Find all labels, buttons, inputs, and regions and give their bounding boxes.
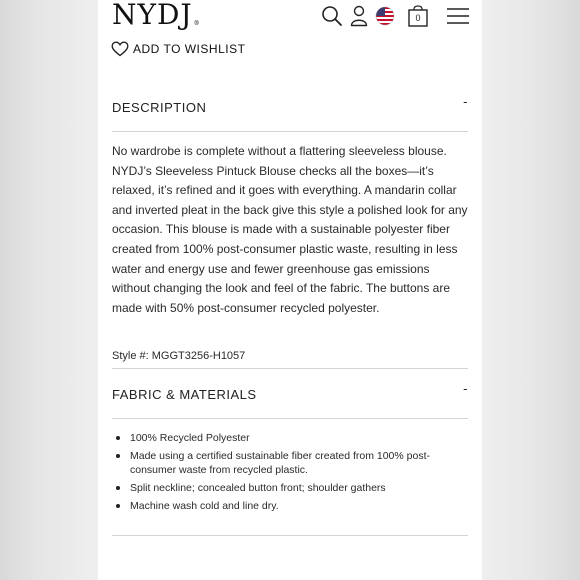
product-details-page	[98, 0, 482, 580]
add-to-wishlist-button[interactable]	[111, 40, 245, 58]
fabric-divider	[112, 418, 468, 419]
wishlist-label: ADD TO WISHLIST	[133, 42, 246, 56]
list-item: 100% Recycled Polyester	[112, 431, 462, 445]
cart-count: 0	[415, 13, 421, 23]
description-body: No wardrobe is complete without a flattering sleeveless blouse. NYDJ’s Sleeveless Pintuck Blouse checks all the boxes—it’s relaxed, it’s refined and it goes with everything. A mandarin collar and inverted pleat in the back give this style a polished look for any occasion. This blouse is made with a sustainable polyester fiber created from 100% post-consumer plastic waste, resulting in less water and energy use and fewer greenhouse gas emissions without changing the look and feel of the fabric. The buttons are made with 50% post-consumer recycled polyester.	[112, 144, 468, 315]
list-item: Made using a certified sustainable fiber created from 100% post-consumer waste from recycled plastic.	[112, 449, 462, 477]
us-flag-icon[interactable]	[375, 6, 395, 26]
style-divider	[112, 368, 468, 369]
cart-button[interactable]	[407, 5, 429, 27]
fabric-collapse-toggle[interactable]: -	[463, 381, 468, 396]
list-item: Machine wash cold and line dry.	[112, 499, 462, 513]
description-collapse-toggle[interactable]: -	[463, 94, 468, 109]
brand-logo[interactable]: NYDJ®	[112, 0, 201, 31]
fabric-list	[112, 431, 462, 517]
site-header	[98, 0, 482, 38]
fabric-materials-title: FABRIC & MATERIALS	[112, 387, 257, 402]
menu-icon[interactable]	[446, 8, 470, 24]
account-icon[interactable]	[350, 5, 368, 27]
fabric-materials-header[interactable]	[112, 381, 468, 402]
description-divider	[112, 131, 468, 132]
bottom-divider	[112, 535, 468, 536]
list-item: Split neckline; concealed button front; shoulder gathers	[112, 481, 462, 495]
heart-icon	[111, 41, 129, 57]
description-title: DESCRIPTION	[112, 100, 207, 115]
style-number: Style #: MGGT3256-H1057	[112, 350, 246, 362]
description-header[interactable]	[112, 94, 468, 115]
search-icon[interactable]	[321, 5, 343, 27]
